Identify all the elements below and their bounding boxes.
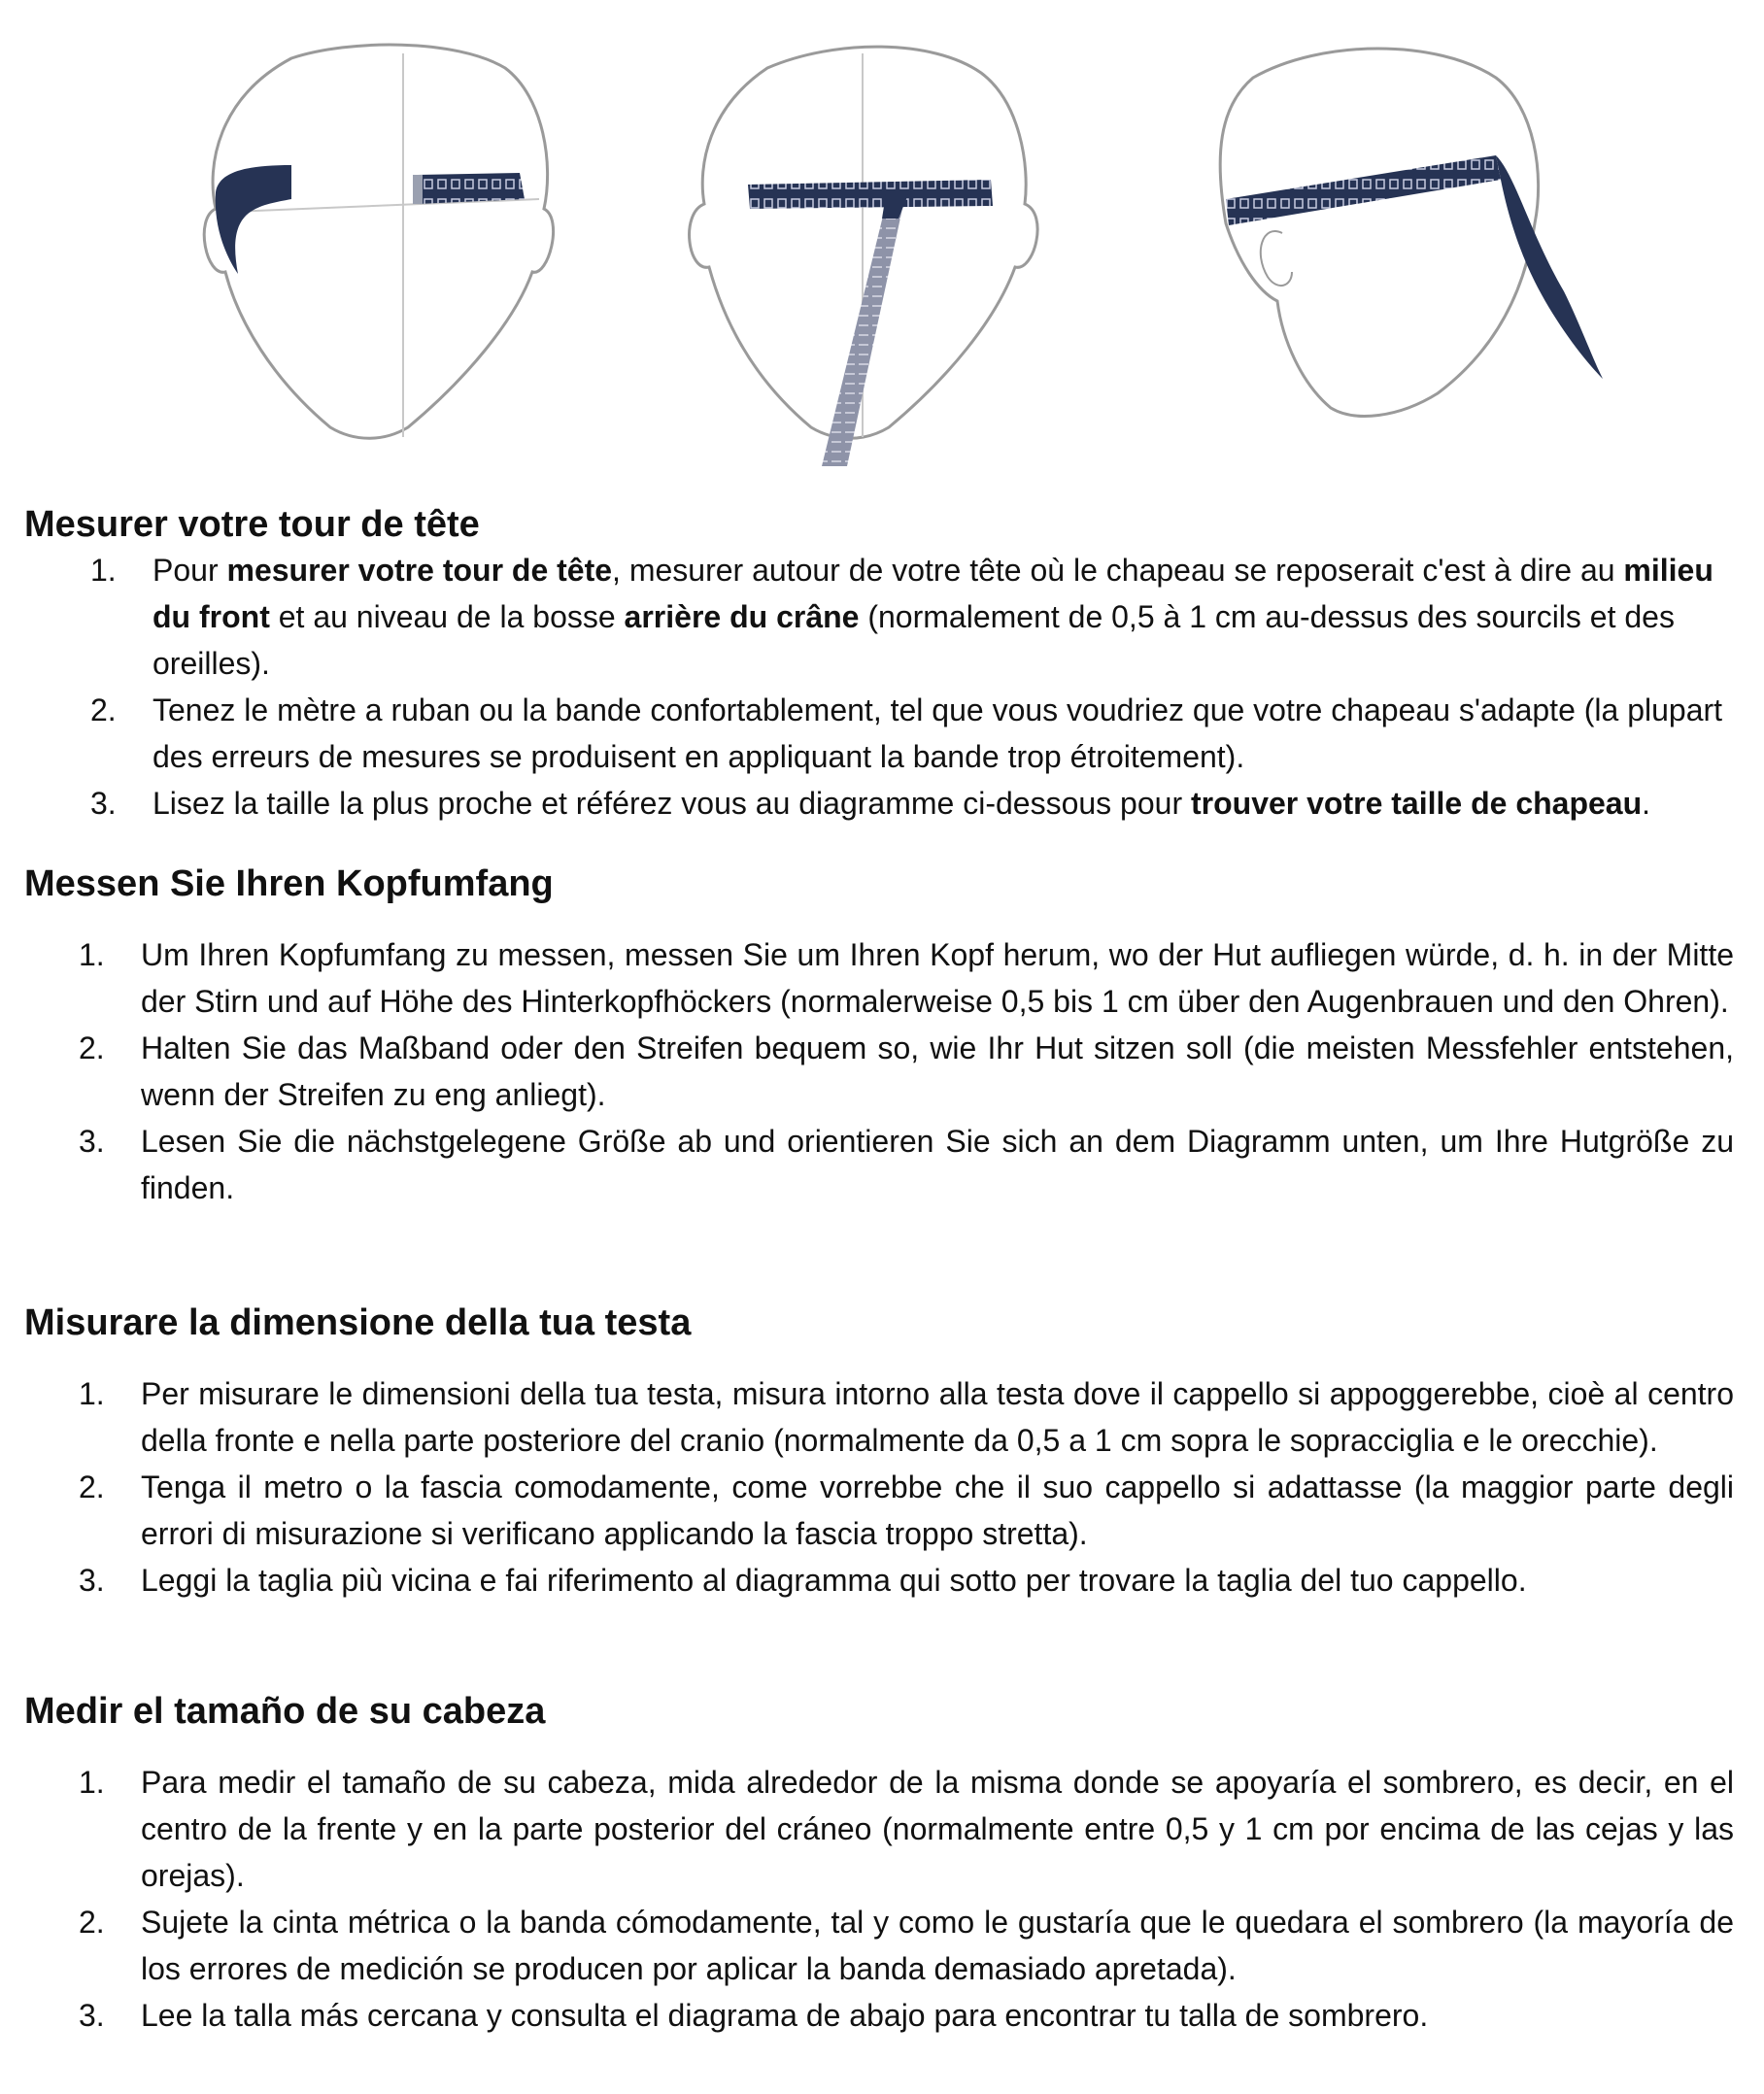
head-front-icon [690, 47, 1038, 466]
list-item [24, 1557, 1734, 1604]
list-text: Lisez la taille la plus proche et référez vous au diagramme ci-dessous pour trouver votre taille de chapeau. [153, 786, 1651, 821]
list-text: Pour mesurer votre tour de tête, mesurer autour de votre tête où le chapeau se reposerait c'est à dire au milieu du front et au niveau de la bosse arrière du crâne (normalement de 0,5 à 1 cm au-dessus des sourcils et des oreilles). [153, 553, 1713, 681]
list-item [24, 931, 1734, 1025]
section-italian [24, 1300, 1734, 1604]
list-text: Lesen Sie die nächstgelegene Größe ab und orientieren Sie sich an dem Diagramm unten, um Ihre Hutgröße zu finden. [141, 1124, 1734, 1205]
list-number: 2. [90, 692, 117, 727]
list-item [24, 780, 1734, 827]
section-french [24, 502, 1734, 827]
list-number: 3. [90, 786, 117, 821]
list-text: Um Ihren Kopfumfang zu messen, messen Sie um Ihren Kopf herum, wo der Hut aufliegen würde, d. h. in der Mitte der Stirn und auf Höhe des Hinterkopfhöckers (normalerweise 0,5 bis 1 cm über den Augenbrauen und den Ohren). [141, 937, 1734, 1019]
list-number: 1. [90, 553, 117, 588]
list-text: Para medir el tamaño de su cabeza, mida alrededor de la misma donde se apoyaría el sombrero, es decir, en el centro de la frente y en la parte posterior del cráneo (normalmente entre 0,5 y 1 cm por encima de las cejas y las orejas). [141, 1765, 1734, 1893]
list-item [24, 1464, 1734, 1557]
section-title-french: Mesurer votre tour de tête [24, 504, 480, 545]
list-number: 2. [79, 1469, 105, 1504]
instruction-list-spanish [24, 1759, 1734, 2039]
list-number: 3. [79, 1124, 105, 1159]
list-text: Sujete la cinta métrica o la banda cómodamente, tal y como le gustaría que le quedara el sombrero (la mayoría de los errores de medición se producen por aplicar la banda demasiado apretada). [141, 1905, 1734, 1986]
list-number: 2. [79, 1905, 105, 1940]
section-spanish [24, 1689, 1734, 2039]
list-text: Per misurare le dimensioni della tua testa, misura intorno alla testa dove il cappello si appoggerebbe, cioè al centro della fronte e nella parte posteriore del cranio (normalmente da 0,5 a 1 cm sopra le sopracciglia e le orecchie). [141, 1376, 1734, 1458]
section-title-italian: Misurare la dimensione della tua testa [24, 1302, 692, 1343]
instruction-list-french [24, 547, 1734, 827]
section-title-spanish: Medir el tamaño de su cabeza [24, 1691, 546, 1732]
head-front-icon [204, 45, 553, 438]
section-german [24, 861, 1734, 1211]
list-item [24, 1759, 1734, 1899]
list-item [24, 1899, 1734, 1992]
list-item [24, 1118, 1734, 1211]
section-title-german: Messen Sie Ihren Kopfumfang [24, 863, 554, 904]
list-number: 3. [79, 1998, 105, 2033]
head-measurement-illustrations [0, 0, 1764, 486]
list-text: Tenez le mètre a ruban ou la bande confortablement, tel que vous voudriez que votre chapeau s'adapte (la plupart des erreurs de mesures se produisent en appliquant la bande trop étroitement). [153, 692, 1723, 774]
list-number: 1. [79, 937, 105, 972]
instruction-list-german [24, 931, 1734, 1211]
list-number: 1. [79, 1376, 105, 1411]
list-item [24, 1370, 1734, 1464]
list-text: Leggi la taglia più vicina e fai riferimento al diagramma qui sotto per trovare la taglia del tuo cappello. [141, 1563, 1527, 1598]
list-text: Lee la talla más cercana y consulta el diagrama de abajo para encontrar tu talla de sombrero. [141, 1998, 1429, 2033]
head-side-icon [1220, 49, 1603, 416]
list-item [24, 1025, 1734, 1118]
list-item [24, 1992, 1734, 2039]
list-text: Halten Sie das Maßband oder den Streifen bequem so, wie Ihr Hut sitzen soll (die meisten Messfehler entstehen, wenn der Streifen zu eng anliegt). [141, 1030, 1734, 1112]
list-number: 2. [79, 1030, 105, 1065]
list-item [24, 547, 1734, 687]
instruction-list-italian [24, 1370, 1734, 1604]
list-number: 1. [79, 1765, 105, 1800]
list-item [24, 687, 1734, 780]
list-text: Tenga il metro o la fascia comodamente, come vorrebbe che il suo cappello si adattasse (la maggior parte degli errori di misurazione si verificano applicando la fascia troppo stretta). [141, 1469, 1734, 1551]
list-number: 3. [79, 1563, 105, 1598]
